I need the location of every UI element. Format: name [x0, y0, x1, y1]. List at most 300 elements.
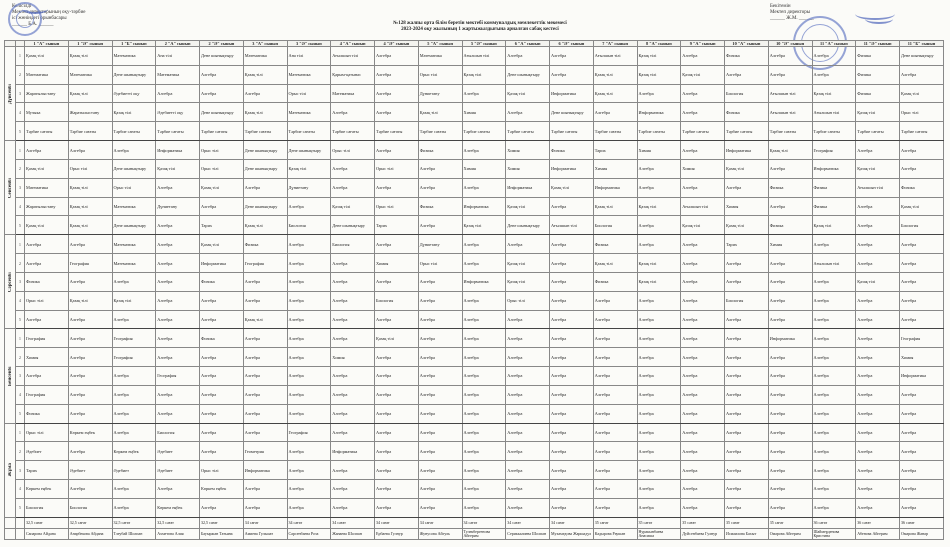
lesson-cell: Әдебиет	[68, 461, 112, 480]
lesson-cell: География	[68, 254, 112, 273]
lesson-cell: Алгебра	[375, 235, 419, 254]
lesson-cell: Ағылшын тілі	[768, 103, 812, 122]
lesson-cell: Көркем еңбек	[25, 480, 69, 499]
lesson-cell: Математика	[112, 197, 156, 216]
lesson-cell: Алгебра	[812, 291, 856, 310]
lesson-cell: Физика	[593, 272, 637, 291]
lesson-row	[5, 480, 944, 499]
lesson-cell: Тәрбие сағаты	[287, 122, 331, 141]
lesson-cell: Алгебра	[462, 310, 506, 329]
lesson-cell: Алгебра	[418, 291, 462, 310]
lesson-cell: Физика	[200, 272, 244, 291]
lesson-cell: Алгебра	[25, 141, 69, 160]
lesson-cell: Алгебра	[550, 461, 594, 480]
lesson-cell: Алгебра	[156, 216, 200, 235]
lesson-cell: Алгебра	[768, 197, 812, 216]
lesson-cell: Алгебра	[200, 291, 244, 310]
lesson-row	[5, 65, 944, 84]
lesson-cell: Алгебра	[287, 348, 331, 367]
lesson-cell: Алгебра	[287, 385, 331, 404]
lesson-cell: Алгебра	[900, 291, 944, 310]
lesson-cell: Алгебра	[856, 329, 900, 348]
lesson-cell: Алгебра	[506, 480, 550, 499]
lesson-row	[5, 103, 944, 122]
lesson-cell: Алгебра	[375, 404, 419, 423]
weekly-hours: 34 сағат	[462, 518, 506, 529]
lesson-cell: Алгебра	[900, 404, 944, 423]
weekly-hours: 34 сағат	[331, 518, 375, 529]
lesson-cell: Тәрбие сағаты	[593, 122, 637, 141]
lesson-cell: Алгебра	[593, 404, 637, 423]
lesson-cell: Жаратылыстану	[25, 197, 69, 216]
lesson-cell: Әдебиет	[112, 461, 156, 480]
lesson-cell: Алгебра	[593, 367, 637, 386]
corner-cell	[5, 41, 16, 47]
lesson-cell: Информатика	[593, 178, 637, 197]
lesson-cell: Алгебра	[856, 235, 900, 254]
class-teacher: Кадырова Раушан	[593, 529, 637, 540]
footer-hours-row	[5, 518, 944, 529]
lesson-cell: Қазақ тілі	[68, 291, 112, 310]
lesson-cell: Алгебра	[506, 367, 550, 386]
lesson-cell: Алгебра	[900, 159, 944, 178]
lesson-cell: Физика	[900, 178, 944, 197]
lesson-cell: Алгебра	[156, 404, 200, 423]
lesson-cell: Алгебра	[812, 423, 856, 442]
lesson-cell: Алгебра	[375, 423, 419, 442]
lesson-row	[5, 404, 944, 423]
lesson-cell: Алгебра	[812, 442, 856, 461]
lesson-cell: Алгебра	[856, 385, 900, 404]
lesson-cell: Алгебра	[900, 385, 944, 404]
lesson-cell: Алгебра	[200, 84, 244, 103]
class-header: 5 "Ә" сынып	[462, 41, 506, 47]
lesson-cell: Қазақ тілі	[768, 141, 812, 160]
lesson-cell: Алгебра	[768, 291, 812, 310]
signature-right-2	[865, 14, 893, 24]
footer-spacer	[5, 529, 16, 540]
lesson-cell: Алгебра	[331, 480, 375, 499]
lesson-cell: Қазақ тілі	[856, 159, 900, 178]
lesson-cell: Алгебра	[375, 442, 419, 461]
lesson-cell: Алгебра	[506, 498, 550, 517]
lesson-cell: Алгебра	[637, 480, 681, 499]
lesson-cell: Алгебра	[156, 84, 200, 103]
lesson-row	[5, 461, 944, 480]
lesson-cell: Алгебра	[156, 254, 200, 273]
lesson-cell: Биология	[156, 423, 200, 442]
footer-spacer	[16, 518, 25, 529]
weekly-hours: 34 сағат	[418, 518, 462, 529]
lesson-cell: Алгебра	[550, 348, 594, 367]
lesson-cell: Химия	[506, 141, 550, 160]
lesson-cell: Алгебра	[725, 65, 769, 84]
lesson-cell: Қазақ тілі	[506, 254, 550, 273]
lesson-cell: Алгебра	[725, 310, 769, 329]
lesson-cell: Алгебра	[331, 404, 375, 423]
lesson-cell: Алгебра	[68, 329, 112, 348]
lesson-cell: Дене шынықтыру	[550, 103, 594, 122]
lesson-cell: Алгебра	[331, 367, 375, 386]
lesson-cell: Алгебра	[900, 480, 944, 499]
lesson-row	[5, 310, 944, 329]
lesson-cell: Алгебра	[375, 348, 419, 367]
lesson-cell: Алгебра	[418, 498, 462, 517]
lesson-cell: География	[243, 254, 287, 273]
lesson-cell: Қазақ тілі	[25, 216, 69, 235]
lesson-cell: Дүниетану	[418, 235, 462, 254]
lesson-cell: Алгебра	[331, 178, 375, 197]
lesson-cell: География	[812, 141, 856, 160]
lesson-cell: Алгебра	[681, 423, 725, 442]
class-teacher: Ахметова Алия	[156, 529, 200, 540]
class-header: 3 "Ә" сынып	[287, 41, 331, 47]
lesson-cell: Алгебра	[681, 480, 725, 499]
lesson-cell: Физика	[768, 216, 812, 235]
lesson-cell: Алгебра	[900, 498, 944, 517]
lesson-number: 3	[16, 178, 25, 197]
lesson-cell: Информатика	[900, 367, 944, 386]
footer-spacer	[5, 518, 16, 529]
lesson-cell: Орыс тілі	[200, 141, 244, 160]
lesson-cell: Алгебра	[856, 461, 900, 480]
lesson-cell: Химия	[637, 141, 681, 160]
class-header: 2 "Ә" сынып	[200, 41, 244, 47]
lesson-cell: Алгебра	[812, 235, 856, 254]
lesson-cell: Алгебра	[243, 423, 287, 442]
lesson-cell: Қазақ тілі	[200, 235, 244, 254]
lesson-cell: Алгебра	[112, 404, 156, 423]
lesson-cell: Алгебра	[681, 254, 725, 273]
lesson-cell: Алгебра	[287, 310, 331, 329]
lesson-cell: Алгебра	[725, 348, 769, 367]
lesson-cell: Алгебра	[550, 310, 594, 329]
lesson-cell: Алгебра	[287, 235, 331, 254]
lesson-row	[5, 216, 944, 235]
lesson-cell: Қазақ тілі	[68, 178, 112, 197]
lesson-cell: Алгебра	[856, 348, 900, 367]
lesson-cell: Математика	[331, 84, 375, 103]
lesson-cell: Алгебра	[506, 329, 550, 348]
lesson-cell: Информатика	[550, 159, 594, 178]
lesson-cell: Алгебра	[506, 423, 550, 442]
class-header: 1 "Б" сынып	[112, 41, 156, 47]
lesson-cell: Дене шынықтыру	[243, 159, 287, 178]
lesson-number: 3	[16, 367, 25, 386]
lesson-cell: Алгебра	[462, 442, 506, 461]
lesson-cell: Алгебра	[768, 423, 812, 442]
lesson-cell: Дене шынықтыру	[506, 216, 550, 235]
lesson-row	[5, 367, 944, 386]
lesson-cell: Тәрбие сағаты	[68, 122, 112, 141]
lesson-cell: Қазақ тілі	[68, 197, 112, 216]
lesson-cell: Алгебра	[637, 442, 681, 461]
lesson-cell: Алгебра	[637, 216, 681, 235]
lesson-cell: Алгебра	[856, 367, 900, 386]
lesson-cell: Алгебра	[200, 348, 244, 367]
lesson-cell: Алгебра	[375, 461, 419, 480]
lesson-cell: География	[112, 348, 156, 367]
class-header: 1 "А" сынып	[25, 41, 69, 47]
lesson-number: 4	[16, 480, 25, 499]
weekly-hours: 35 сағат	[681, 518, 725, 529]
class-teacher: Омарова Айгерим	[768, 529, 812, 540]
lesson-cell: Тәрбие сағаты	[856, 122, 900, 141]
lesson-cell: Химия	[375, 254, 419, 273]
lesson-cell: Орыс тілі	[375, 197, 419, 216]
lesson-cell: Қазақ тілі	[156, 159, 200, 178]
lesson-cell: Алгебра	[725, 367, 769, 386]
lesson-cell: Алгебра	[637, 404, 681, 423]
lesson-cell: Алгебра	[156, 348, 200, 367]
lesson-cell: Алгебра	[243, 498, 287, 517]
lesson-cell: Алгебра	[287, 404, 331, 423]
lesson-cell: Тәрбие сағаты	[462, 122, 506, 141]
lesson-cell: Дене шынықтыру	[900, 47, 944, 66]
lesson-cell: Алгебра	[112, 272, 156, 291]
lesson-cell: Қазақ тілі	[418, 103, 462, 122]
lesson-cell: Алгебра	[812, 348, 856, 367]
lesson-cell: Алгебра	[900, 423, 944, 442]
lesson-cell: Алгебра	[856, 216, 900, 235]
lesson-cell: Физика	[725, 103, 769, 122]
lesson-cell: Ағылшын тілі	[812, 254, 856, 273]
lesson-cell: География	[156, 367, 200, 386]
lesson-cell: Алгебра	[418, 480, 462, 499]
lesson-cell: Алгебра	[681, 291, 725, 310]
lesson-cell: Қазақ тілі	[112, 103, 156, 122]
lesson-cell: Алгебра	[856, 141, 900, 160]
lesson-cell: Алгебра	[375, 178, 419, 197]
title-line: 2023-2024 оқу жылының 1 жартыжылдығына арналған сабақ кестесі	[401, 27, 559, 32]
lesson-cell: Алгебра	[550, 197, 594, 216]
lesson-cell: Тәрбие сағаты	[900, 122, 944, 141]
lesson-cell: Алгебра	[856, 442, 900, 461]
lesson-row	[5, 235, 944, 254]
class-teacher: Тулекбергенова Айгерим	[462, 529, 506, 540]
class-teacher: Сапарова Айдана	[25, 529, 69, 540]
lesson-cell: Тәрбие сағаты	[375, 122, 419, 141]
lesson-cell: Орыс тілі	[418, 254, 462, 273]
approval-right-line: ______ Ж.М. ______	[770, 16, 814, 21]
class-teacher: Жунусова Айгуль	[418, 529, 462, 540]
lesson-cell: Алгебра	[68, 348, 112, 367]
lesson-cell: Информатика	[725, 141, 769, 160]
footer-teachers-row	[5, 529, 944, 540]
lesson-cell: Алгебра	[112, 480, 156, 499]
lesson-cell: Алгебра	[287, 442, 331, 461]
approval-left-line: Келісілді	[12, 4, 32, 9]
lesson-cell: Дене шынықтыру	[506, 65, 550, 84]
lesson-cell: Алгебра	[243, 84, 287, 103]
lesson-cell: География	[112, 329, 156, 348]
lesson-cell: Қазақ тілі	[506, 197, 550, 216]
lesson-cell: Алгебра	[418, 461, 462, 480]
lesson-cell: Алгебра	[68, 385, 112, 404]
lesson-cell: Орыс тілі	[25, 423, 69, 442]
lesson-cell: Алгебра	[768, 272, 812, 291]
lesson-cell: Тәрбие сағаты	[725, 122, 769, 141]
lesson-cell: Информатика	[550, 84, 594, 103]
lesson-cell: Алгебра	[637, 385, 681, 404]
timetable-body	[5, 47, 944, 540]
lesson-row	[5, 254, 944, 273]
weekly-hours: 34 сағат	[243, 518, 287, 529]
lesson-cell: Қазақ тілі	[68, 216, 112, 235]
lesson-cell: Биология	[725, 84, 769, 103]
lesson-cell: Алгебра	[243, 291, 287, 310]
lesson-cell: Алгебра	[112, 141, 156, 160]
class-header: 6 "Ә" сынып	[550, 41, 594, 47]
class-teacher: Нуракынбаева Анасиша	[637, 529, 681, 540]
lesson-cell: Қазақ тілі	[243, 103, 287, 122]
lesson-cell: Алгебра	[725, 178, 769, 197]
lesson-cell: Алгебра	[462, 235, 506, 254]
lesson-cell: Алгебра	[287, 367, 331, 386]
lesson-cell: Қазақ тілі	[593, 197, 637, 216]
lesson-cell: Ағылшын тілі	[331, 47, 375, 66]
weekly-hours: 32,5 сағат	[25, 518, 69, 529]
lesson-cell: Алгебра	[550, 442, 594, 461]
class-header: 10 "А" сынып	[725, 41, 769, 47]
lesson-cell: Әдебиет	[156, 442, 200, 461]
lesson-cell: Физика	[812, 178, 856, 197]
lesson-cell: Алгебра	[112, 367, 156, 386]
lesson-cell: Математика	[287, 103, 331, 122]
lesson-cell: Алгебра	[331, 254, 375, 273]
lesson-cell: Алгебра	[681, 404, 725, 423]
lesson-row	[5, 423, 944, 442]
lesson-cell: Алгебра	[112, 498, 156, 517]
lesson-cell: Дүниетану	[287, 178, 331, 197]
lesson-cell: Алгебра	[418, 272, 462, 291]
lesson-cell: Қазақ тілі	[462, 65, 506, 84]
lesson-cell: Қазақ тілі	[287, 159, 331, 178]
lesson-cell: Алгебра	[768, 47, 812, 66]
lesson-cell: Физика	[856, 47, 900, 66]
lesson-cell: Алгебра	[506, 348, 550, 367]
lesson-cell: Алгебра	[331, 461, 375, 480]
lesson-cell: Алгебра	[462, 423, 506, 442]
lesson-cell: Тарих	[375, 216, 419, 235]
lesson-row	[5, 159, 944, 178]
lesson-cell: Алгебра	[418, 404, 462, 423]
lesson-cell: Биология	[287, 216, 331, 235]
lesson-cell: Ағылшын тілі	[768, 84, 812, 103]
lesson-cell: Алгебра	[25, 235, 69, 254]
class-teacher: Исмаилова Бахыт	[725, 529, 769, 540]
class-teacher: Дуйсенбаева Гулнур	[681, 529, 725, 540]
lesson-cell: Орыс тілі	[375, 159, 419, 178]
lesson-cell: Қазақ тілі	[25, 159, 69, 178]
lesson-cell: География	[25, 385, 69, 404]
class-header: 10 "Ә" сынып	[768, 41, 812, 47]
lesson-cell: Алгебра	[768, 442, 812, 461]
title-line: №128 жалпы орта білім беретін мектебі коммуналдық мемлекеттік мекемесі	[393, 21, 567, 26]
lesson-number: 1	[16, 423, 25, 442]
lesson-cell: Көркем еңбек	[200, 480, 244, 499]
lesson-cell: Алгебра	[462, 141, 506, 160]
lesson-cell: Алгебра	[637, 235, 681, 254]
lesson-cell: Алгебра	[593, 329, 637, 348]
lesson-cell: Алгебра	[200, 442, 244, 461]
lesson-cell: Алгебра	[725, 385, 769, 404]
lesson-number: 4	[16, 291, 25, 310]
lesson-cell: Алгебра	[812, 47, 856, 66]
lesson-cell: Әдебиетті оқу	[112, 84, 156, 103]
approval-left-line: ______ Б.А. ______	[12, 22, 54, 27]
lesson-cell: Алгебра	[156, 385, 200, 404]
lesson-cell: Алгебра	[550, 329, 594, 348]
lesson-cell: Алгебра	[418, 159, 462, 178]
lesson-cell: Алгебра	[200, 310, 244, 329]
lesson-cell: Алгебра	[200, 367, 244, 386]
lesson-cell: Алгебра	[856, 480, 900, 499]
class-teacher: Амиева Гульшат	[243, 529, 287, 540]
lesson-cell: Алгебра	[812, 461, 856, 480]
lesson-cell: Қазақ тілі	[331, 197, 375, 216]
lesson-cell: Алгебра	[462, 254, 506, 273]
lesson-cell: Орыс тілі	[200, 159, 244, 178]
lesson-cell: Алгебра	[375, 480, 419, 499]
lesson-cell: Химия	[681, 159, 725, 178]
lesson-cell: Ағылшын тілі	[593, 47, 637, 66]
lesson-cell: Алгебра	[900, 254, 944, 273]
lesson-cell: Физика	[856, 84, 900, 103]
lesson-cell: Алгебра	[856, 404, 900, 423]
lesson-cell: Алгебра	[200, 498, 244, 517]
lesson-cell: Тәрбие сағаты	[25, 122, 69, 141]
lesson-cell: Алгебра	[375, 47, 419, 66]
lesson-number: 3	[16, 84, 25, 103]
lesson-cell: Алгебра	[900, 310, 944, 329]
lesson-cell: Алгебра	[550, 291, 594, 310]
lesson-cell: Қазақ тілі	[637, 272, 681, 291]
lesson-cell: Көркем еңбек	[112, 442, 156, 461]
lesson-cell: Алгебра	[725, 404, 769, 423]
lesson-cell: Алгебра	[200, 385, 244, 404]
lesson-cell: Тәрбие сағаты	[331, 122, 375, 141]
lesson-cell: Қазақ тілі	[856, 272, 900, 291]
lesson-cell: Алгебра	[156, 310, 200, 329]
lesson-cell: Алгебра	[287, 461, 331, 480]
lesson-cell: Алгебра	[331, 423, 375, 442]
lesson-number: 5	[16, 310, 25, 329]
lesson-cell: Алгебра	[418, 367, 462, 386]
lesson-cell: Информатика	[812, 159, 856, 178]
weekly-hours: 32,5 сағат	[68, 518, 112, 529]
lesson-row	[5, 197, 944, 216]
lesson-cell: Алгебра	[550, 480, 594, 499]
class-teacher: Шаймерденова Кристина	[812, 529, 856, 540]
lesson-cell: Алгебра	[637, 423, 681, 442]
lesson-cell: Алгебра	[593, 103, 637, 122]
lesson-cell: Алгебра	[637, 310, 681, 329]
lesson-cell: Алгебра	[593, 442, 637, 461]
lesson-cell: Алгебра	[550, 65, 594, 84]
lesson-cell: Алгебра	[331, 310, 375, 329]
lesson-cell: География	[25, 329, 69, 348]
lesson-cell: Алгебра	[25, 310, 69, 329]
lesson-cell: Математика	[287, 65, 331, 84]
lesson-cell: Алгебра	[156, 235, 200, 254]
lesson-cell: Алгебра	[156, 291, 200, 310]
lesson-cell: Информатика	[462, 197, 506, 216]
lesson-row	[5, 385, 944, 404]
lesson-number: 2	[16, 159, 25, 178]
lesson-cell: Алгебра	[418, 216, 462, 235]
class-teacher: Абенова Айгерим	[856, 529, 900, 540]
